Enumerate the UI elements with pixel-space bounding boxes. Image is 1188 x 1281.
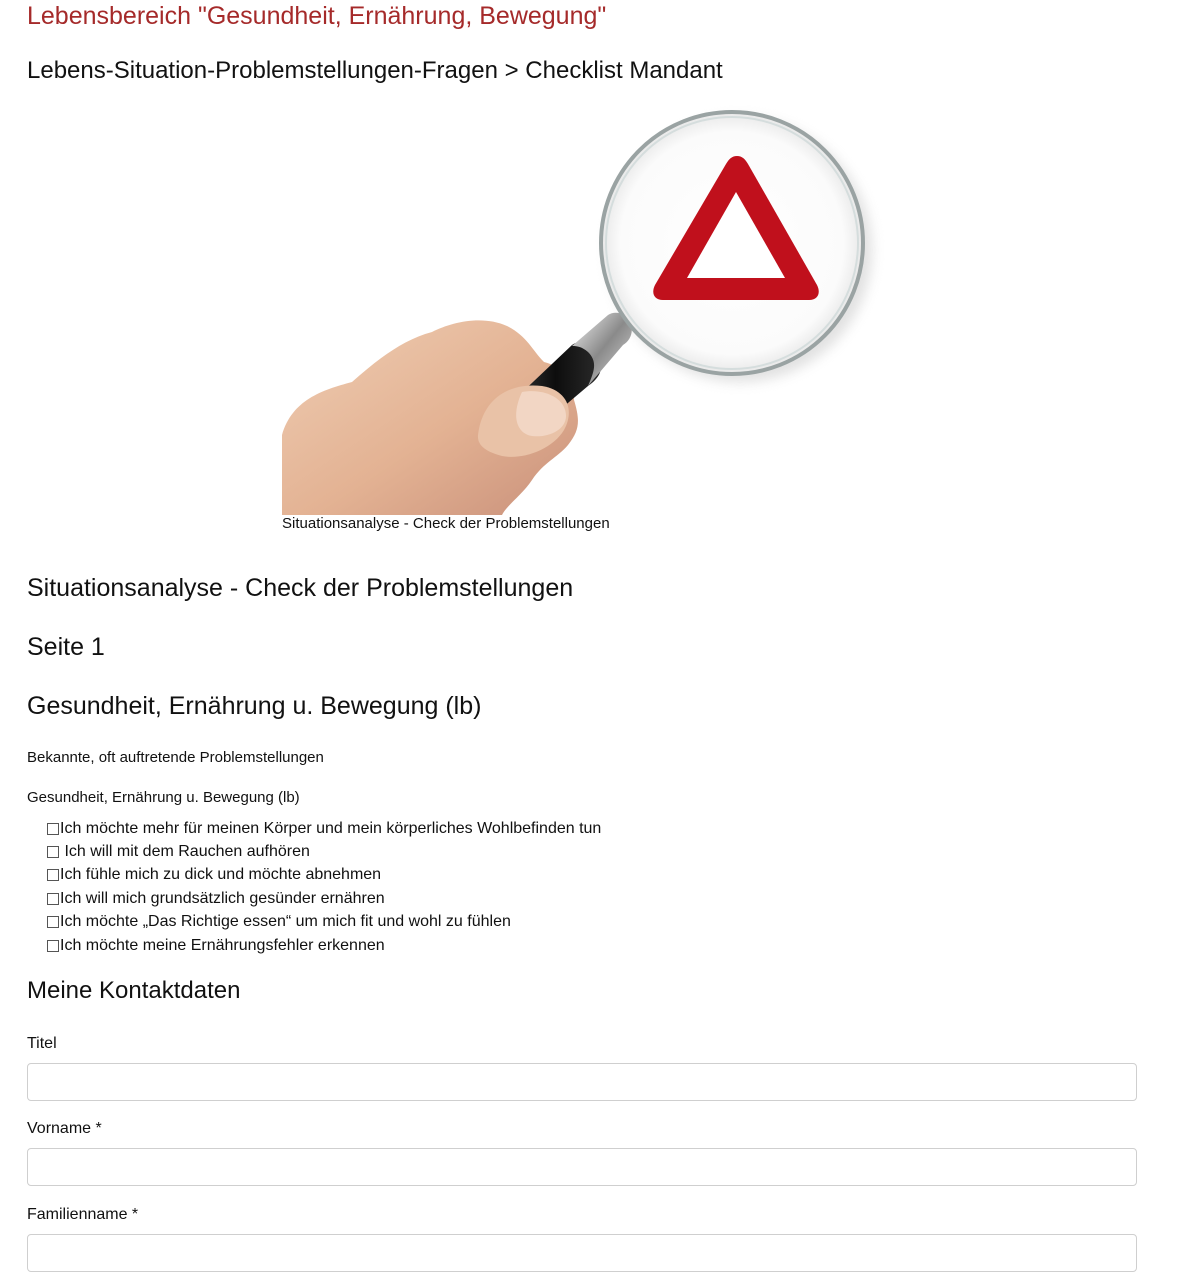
last-name-label: Familienname * xyxy=(27,1206,139,1223)
checklist-item[interactable] xyxy=(47,840,601,863)
checklist-group-label: Gesundheit, Ernährung u. Bewegung (lb) xyxy=(27,789,300,806)
checklist-item[interactable] xyxy=(47,864,601,887)
title-label: Titel xyxy=(27,1035,57,1052)
checklist-item-label: Ich will mich grundsätzlich gesünder ernähren xyxy=(60,889,385,907)
last-name-input[interactable] xyxy=(27,1234,1137,1272)
area-title: Lebensbereich "Gesundheit, Ernährung, Bewegung" xyxy=(27,2,607,30)
checklist-item-label: Ich fühle mich zu dick und möchte abnehmen xyxy=(60,866,382,884)
magnifier-warning-image xyxy=(282,100,902,515)
page-label: Seite 1 xyxy=(27,633,105,661)
checkbox[interactable] xyxy=(47,869,59,881)
checklist-item[interactable] xyxy=(47,911,601,934)
checklist-item[interactable] xyxy=(47,887,601,910)
checklist-item-label: Ich möchte meine Ernährungsfehler erkennen xyxy=(60,936,385,954)
page-subtitle: Lebens-Situation-Problemstellungen-Fragen > Checklist Mandant xyxy=(27,57,723,84)
checkbox[interactable] xyxy=(47,846,59,858)
checklist-item[interactable] xyxy=(47,934,601,957)
checklist-item-label: Ich möchte „Das Richtige essen“ um mich fit und wohl zu fühlen xyxy=(60,913,511,931)
category-title: Gesundheit, Ernährung u. Bewegung (lb) xyxy=(27,692,482,720)
magnifier-figure xyxy=(282,100,902,540)
problem-checklist xyxy=(47,817,601,957)
section-title: Situationsanalyse - Check der Problemstellungen xyxy=(27,574,574,602)
figure-caption: Situationsanalyse - Check der Problemstellungen xyxy=(282,515,610,532)
first-name-input[interactable] xyxy=(27,1148,1137,1186)
title-input[interactable] xyxy=(27,1063,1137,1101)
intro-text: Bekannte, oft auftretende Problemstellungen xyxy=(27,749,324,766)
checklist-item-label: Ich will mit dem Rauchen aufhören xyxy=(60,843,310,861)
checkbox[interactable] xyxy=(47,916,59,928)
first-name-label: Vorname * xyxy=(27,1120,102,1137)
checklist-item[interactable] xyxy=(47,817,601,840)
checklist-item-label: Ich möchte mehr für meinen Körper und mein körperliches Wohlbefinden tun xyxy=(60,819,602,837)
checkbox[interactable] xyxy=(47,893,59,905)
checkbox[interactable] xyxy=(47,940,59,952)
checkbox[interactable] xyxy=(47,823,59,835)
contact-title: Meine Kontaktdaten xyxy=(27,977,241,1004)
